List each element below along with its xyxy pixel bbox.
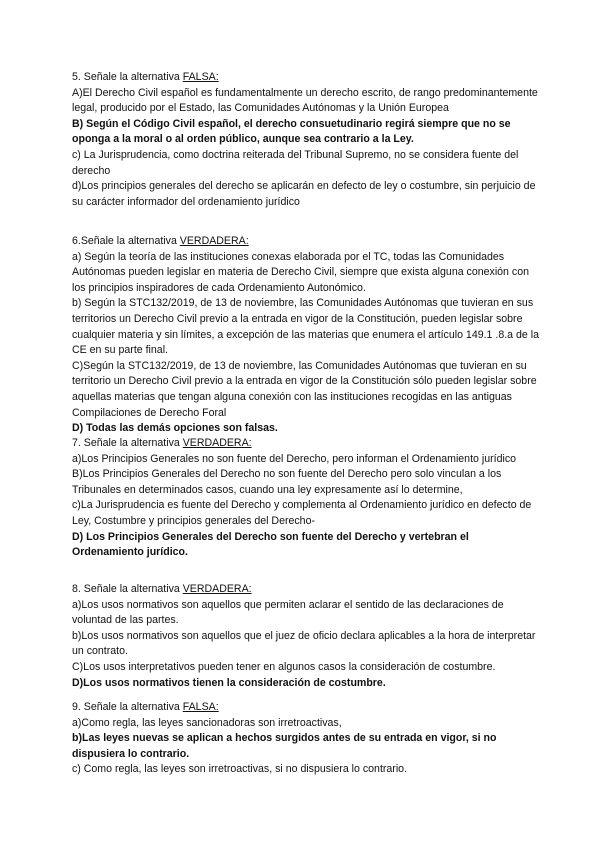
option-d-correct: D) Todas las demás opciones son falsas. bbox=[72, 422, 278, 435]
question-7 bbox=[72, 436, 542, 561]
question-5 bbox=[72, 70, 542, 210]
option-c: C)Los usos interpretativos pueden tener en algunos casos la consideración de costumbre. bbox=[72, 660, 496, 673]
option-d-correct: D)Los usos normativos tienen la consideración de costumbre. bbox=[72, 676, 386, 689]
question-keyword: VERDADERA: bbox=[182, 583, 252, 595]
question-keyword: FALSA: bbox=[182, 71, 219, 83]
question-prompt: 8. Señale la alternativa VERDADERA: bbox=[72, 583, 252, 595]
question-keyword: FALSA: bbox=[182, 701, 219, 713]
option-d: d)Los principios generales del derecho se aplicarán en defecto de ley o costumbre, sin perjuicio de su carácter informador del ordenamiento jurídico bbox=[72, 180, 536, 208]
option-a: A)El Derecho Civil español es fundamentalmente un derecho escrito, de rango predominantemente legal, producido por el Estado, las Comunidades Autónomas y la Unión Europea bbox=[72, 86, 538, 115]
option-a: a) Según la teoría de las instituciones conexas elaborada por el TC, todas las Comunidades Autónomas pueden legislar en materia de Derecho Civil, siempre que exista alguna conexión con los principios inspiradores de cada Ordenamiento Autonómico. bbox=[72, 250, 529, 294]
option-a: a)Como regla, las leyes sancionadoras son irretroactivas, bbox=[72, 716, 342, 729]
question-keyword: VERDADERA: bbox=[179, 235, 249, 247]
option-c: c) Como regla, las leyes son irretroactivas, si no dispusiera lo contrario. bbox=[72, 763, 408, 776]
option-a: a)Los usos normativos son aquellos que permiten aclarar el sentido de las declaraciones de voluntad de las partes. bbox=[72, 598, 504, 627]
option-b-correct: b)Las leyes nuevas se aplican a hechos surgidos antes de su entrada en vigor, si no dispusiera lo contrario. bbox=[72, 732, 497, 760]
option-c: c)La Jurisprudencia es fuente del Derecho y complementa al Ordenamiento jurídico en defecto de Ley, Costumbre y principios generales del Derecho- bbox=[72, 499, 532, 527]
option-c: C)Según la STC132/2019, de 13 de noviembre, las Comunidades Autónomas que tuvieran en su territorio un Derecho Civil previo a la entrada en vigor de la Constitución sólo pueden legislar sobre aquellas materias que tengan alguna conexión con las instituciones recogidas en las antiguas Compilaciones de Derecho Foral bbox=[72, 359, 537, 419]
option-a: a)Los Principios Generales no son fuente del Derecho, pero informan el Ordenamiento jurídico bbox=[72, 452, 517, 465]
question-prompt: 5. Señale la alternativa FALSA: bbox=[72, 71, 219, 83]
question-prompt: 9. Señale la alternativa FALSA: bbox=[72, 701, 219, 713]
question-keyword: VERDADERA: bbox=[182, 437, 252, 449]
option-b: b) Según la STC132/2019, de 13 de noviembre, las Comunidades Autónomas que tuvieran en sus territorios un Derecho Civil previo a la entrada en vigor de la Constitución, pueden legislar sobre cualquier materia y sin límites, a excepción de las materias que enumera el artículo 149.1 .8.a de la CE en su parte final. bbox=[72, 297, 539, 357]
question-8 bbox=[72, 582, 542, 691]
option-b: b)Los usos normativos son aquellos que el juez de oficio declara aplicables a la hora de interpretar un contrato. bbox=[72, 629, 536, 658]
question-prompt: 7. Señale la alternativa VERDADERA: bbox=[72, 437, 252, 449]
question-6 bbox=[72, 234, 542, 437]
option-b-correct: B) Según el Código Civil español, el derecho consuetudinario regirá siempre que no se oponga a la moral o al orden público, aunque sea contrario a la Ley. bbox=[72, 117, 511, 146]
option-d-correct: D) Los Principios Generales del Derecho son fuente del Derecho y vertebran el Ordenamiento jurídico. bbox=[72, 530, 469, 559]
question-9 bbox=[72, 700, 542, 778]
question-prompt: 6.Señale la alternativa VERDADERA: bbox=[72, 235, 249, 247]
option-b: B)Los Principios Generales del Derecho no son fuente del Derecho pero solo vinculan a los Tribunales en determinados casos, cuando una ley expresamente así lo determine, bbox=[72, 468, 502, 496]
option-c: c) La Jurisprudencia, como doctrina reiterada del Tribunal Supremo, no se considera fuente del derecho bbox=[72, 148, 519, 177]
